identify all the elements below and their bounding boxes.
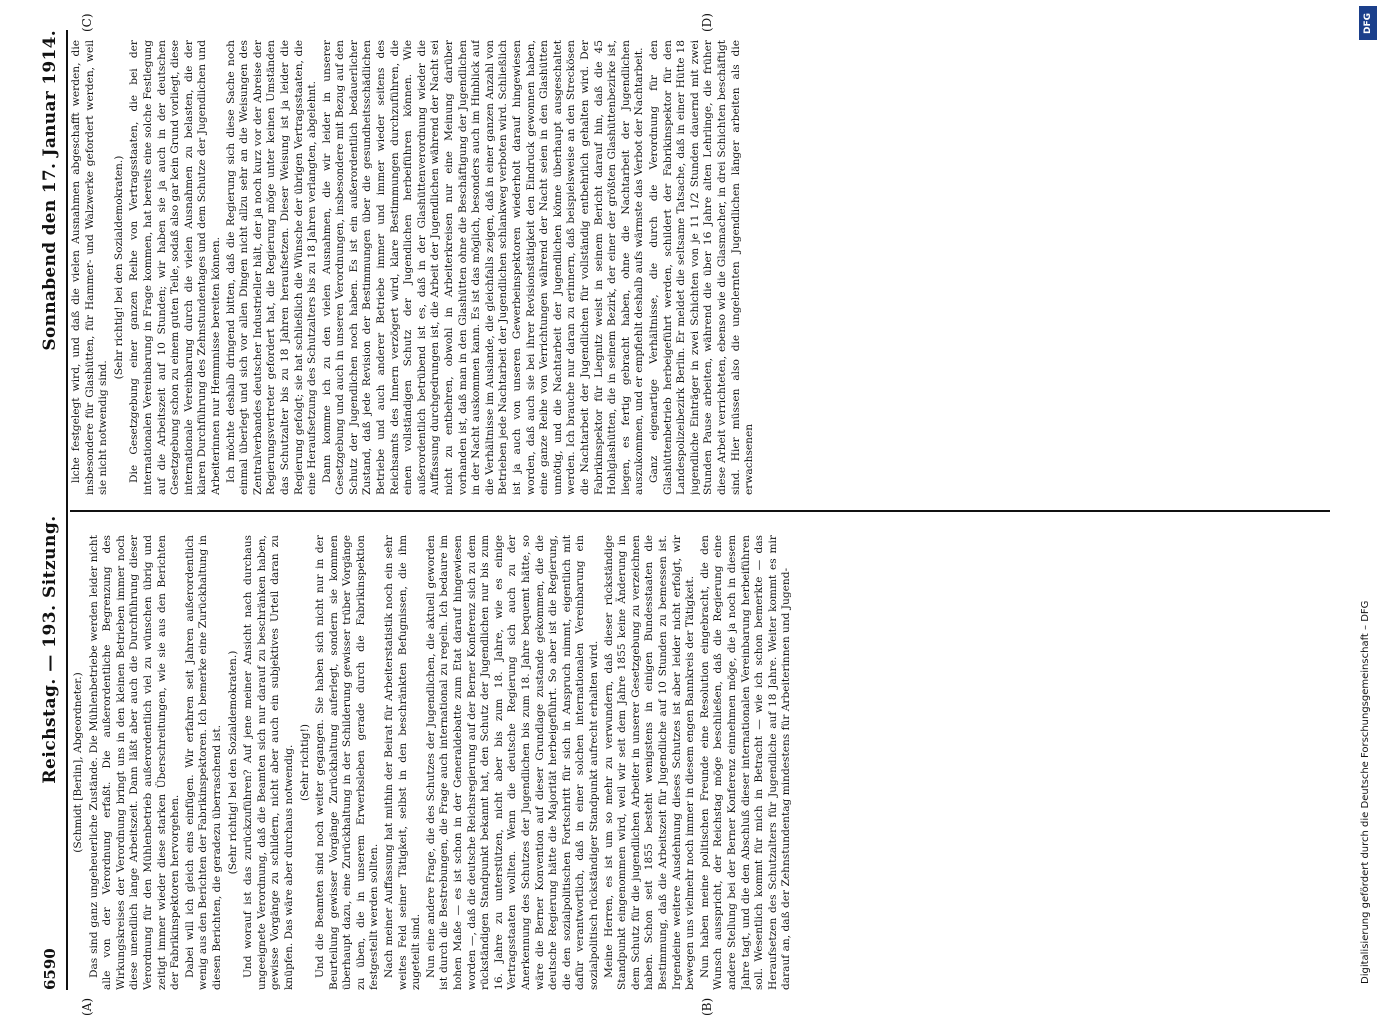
paragraph: Und worauf ist das zurückzuführen? Auf jene meiner Ansicht nach durchaus ungeeignete Verordnung, daß die Beamten sich nur darauf zu beschränken haben, gewisse Vorgänge zu schildern, nicht aber auch ein subjektives Urteil daran zu knüpfen. Das wäre aber durchaus notwendig. — [242, 535, 295, 990]
paragraph: Meine Herren, es ist um so mehr zu verwundern, daß dieser rückständige Standpunkt eingenommen wird, weil wir seit dem Jahre 1855 keine Änderung in dem Schutz für die jugendlichen Arbeiter in unserer Gesetzgebung zu verzeichnen haben. Schon seit 1855 besteht wenigstens in einigen Bundesstaaten die Bestimmung, daß die Arbeitszeit für Jugendliche auf 10 Stunden zu bemessen ist. Irgendeine weitere Ausdehnung dieses Schutzes ist aber leider nicht erfolgt, wir bewegen uns vielmehr noch immer in diesem engen Bannkreis der Tätigkeit. — [602, 535, 697, 990]
paragraph: Ganz eigenartige Verhältnisse, die durch die Verordnung für den Glashüttenbetrieb herbeigeführt werden, schildert der Fabrikinspektor für den Landespolizeibezirk Berlin. Er meldet die seltsame Tatsache, daß in einer Hütte 18 jugendliche Einträger in zwei Schichten von je 11 1/2 Stunden dauernd mit zwei Stunden Pause arbeiten, während die über 16 Jahre alten Lehrlinge, die früher diese Arbeit verrichteten, ebenso wie die Glasmacher, in drei Schichten beschäftigt sind. Hier müssen also die ungelernten Jugendlichen länger arbeiten als die erwachsenen — [647, 40, 756, 495]
session-date: Sonnabend den 17. Januar 1914. — [40, 30, 60, 351]
page-number: 6590 — [41, 948, 59, 990]
paragraph: Nun haben meine politischen Freunde eine Resolution eingebracht, die den Wunsch ausspricht, der Reichstag möge beschließen, daß die Regierung eine andere Stellung bei der Berner Konferenz einnehmen möge, die ja noch in diesem Jahre tagt, und die den Abschluß dieser internationalen Vereinbarung herbeiführen soll. Wesentlich kommt für mich in Betracht — wie ich schon bemerkte — das Heraufsetzen des Schutzalters für Jugendliche auf 18 Jahre. Weiter kommt es mir darauf an, daß der Zehnstundentag mindestens für Arbeiterinnen und Jugend- — [698, 535, 793, 990]
margin-marker-b: (B) — [700, 997, 714, 1016]
dfg-logo: DFG — [1359, 6, 1377, 40]
margin-marker-d: (D) — [700, 13, 714, 32]
page-header — [40, 30, 68, 990]
text-column-right — [70, 40, 1330, 495]
interjection: (Sehr richtig!) — [298, 724, 311, 801]
paragraph: liche festgelegt wird, und daß die vielen Ausnahmen abgeschafft werden, die insbesondere für Glashütten, für Hammer- und Walzwerke gefordert werden, weil sie nicht notwendig sind. — [70, 40, 110, 495]
paragraph: Dann komme ich zu den vielen Ausnahmen, die wir leider in unserer Gesetzgebung und auch in unseren Verordnungen, insbesondere mit Bezug auf den Schutz der Jugendlichen noch haben. Es ist ein außerordentlich bedauerlicher Zustand, daß jede Revision der Bestimmungen über die gesundheitsschädlichen Betriebe und auch anderer Betriebe immer und immer wieder seitens des Reichsamts des Innern verzögert wird, klare Bestimmungen durchzuführen, die einen vollständigen Schutz der Jugendlichen herbeiführen können. Wie außerordentlich betrübend ist es, daß in der Glashüttenverordnung wieder die Auffassung durchgedrungen ist, die Arbeit der Jugendlichen während der Nacht sei nicht zu entbehren, obwohl in Arbeiterkreisen nur eine Meinung darüber vorhanden ist, daß man in den Glashütten ohne die Beschäftigung der Jugendlichen in der Nacht auskommen kann. Es ist das möglich, besonders auch im Hinblick auf die Verhältnisse im Auslande, die gleichfalls zeigen, daß in einer ganzen Anzahl von Betrieben jede Nachtarbeit der Jugendlichen schlankweg verboten wird. Schließlich ist ja auch von unseren Gewerbeinspektoren wiederholt darauf hingewiesen worden, daß auch sie bei ihrer Revisionstätigkeit den Eindruck gewonnen haben, eine ganze Reihe von Verrichtungen während der Nacht seien in den Glashütten unnötig, und die Nachtarbeit der Jugendlichen könne überhaupt ausgeschaltet werden. Ich brauche nur daran zu erinnern, daß beispielsweise an den Streckösen die Nachtarbeit der Jugendlichen für vollständig entbehrlich gehalten wird. Der Fabrikinspektor für Liegnitz weist in seinem Bericht darauf hin, daß die 45 Hohlglashütten, die in seinem Bezirk, der einer der größten Glashüttenbezirke ist, liegen, es fertig gebracht haben, ohne die Nachtarbeit der Jugendlichen auszukommen, und er empfiehlt deshalb aufs wärmste das Verbot der Nachtarbeit. — [320, 40, 646, 495]
digitization-note: Digitalisierung gefördert durch die Deutsche Forschungsgemeinschaft – DFG — [1360, 600, 1371, 984]
text-column-left — [70, 535, 1330, 990]
column-divider — [70, 510, 1330, 512]
interjection: (Schmidt [Berlin], Abgeordneter.) — [72, 672, 84, 853]
page-sheet — [40, 13, 1340, 1016]
paragraph: Das sind ganz ungeheuerliche Zustände. Die Mühlenbetriebe werden leider nicht alle von der Verordnung erfaßt. Die außerordentliche Begrenzung des Wirkungskreises der Verordnung bringt uns in den kleinen Betrieben immer noch diese unendlich lange Arbeitszeit. Dann läßt aber auch die Durchführung dieser Verordnung für den Mühlenbetrieb außerordentlich viel zu wünschen übrig und zeitigt immer wieder diese starken Überschreitungen, wie sie aus den Berichten der Fabrikinspektoren hervorgehen. — [87, 535, 182, 990]
paragraph: Ich möchte deshalb dringend bitten, daß die Regierung sich diese Sache noch einmal überlegt und sich vor allen Dingen nicht allzu sehr an die Weisungen des Zentralverbandes deutscher Industrieller hält, der ja noch kurz vor der Abreise der Regierungsvertreter gefordert hat, die Regierung möge unter keinen Umständen das Schutzalter bis zu 18 Jahren heraufsetzen. Dieser Weisung ist ja leider die Regierung gefolgt; sie hat schließlich die Wünsche der übrigen Vertragsstaaten, die eine Heraufsetzung des Schutzalters bis zu 18 Jahren verlangten, abgelehnt. — [224, 40, 319, 495]
interjection: (Sehr richtig! bei den Sozialdemokraten.) — [226, 650, 239, 875]
paragraph: Nach meiner Auffassung hat mithin der Beirat für Arbeiterstatistik noch ein sehr weites Feld seiner Tätigkeit, selbst in den beschränkten Befugnissen, die ihm zugeteilt sind. — [383, 535, 423, 990]
margin-marker-a: (A) — [80, 997, 94, 1016]
paragraph: Dabei will ich gleich eins einfügen. Wir erfahren seit Jahren außerordentlich wenig aus den Berichten der Fabrikinspektoren. Ich bemerke eine Zurückhaltung in diesen Berichten, die geradezu überraschend ist. — [183, 535, 223, 990]
session-title: Reichstag. — 193. Sitzung. — [40, 515, 60, 784]
paragraph: Nun eine andere Frage, die des Schutzes der Jugendlichen, die aktuell geworden ist durch die Bestrebungen, die Frage auch international zu regeln. Ich bedaure im hohen Maße — es ist schon in der Generaldebatte zum Etat darauf hingewiesen worden —, daß die deutsche Reichsregierung auf der Berner Konferenz sich zu dem rückständigen Standpunkt bekannt hat, den Schutz der Jugendlichen nur bis zum 16. Jahre zu unterstützen, nicht aber bis zum 18. Jahre, wie es einige Vertragsstaaten wollten. Wenn die deutsche Regierung sich auch zu der Anerkennung des Schutzes der Jugendlichen bis zum 18. Jahre bequemt hätte, so wäre die Berner Konvention auf dieser Grundlage zustande gekommen, die die deutsche Regierung hätte die Majorität herbeigeführt. So aber ist die Regierung, die den sozialpolitischen Fortschritt für sich in Anspruch nimmt, eigentlich mit dafür verantwortlich, daß in einer solchen internationalen Vereinbarung ein sozialpolitisch rückständiger Standpunkt aufrecht erhalten wird. — [424, 535, 600, 990]
paragraph: Die Gesetzgebung einer ganzen Reihe von Vertragsstaaten, die bei der internationalen Vereinbarung in Frage kommen, hat bereits eine solche Festlegung auf die Arbeitszeit auf 10 Stunden; wir haben sie ja auch in der deutschen Gesetzgebung schon zu einem guten Teile, sodaß also gar kein Grund vorliegt, diese internationale Vereinbarung durch die vielen Ausnahmen zu belasten, die der klaren Durchführung des Zehnstundentages und dem Schutze der Jugendlichen und Arbeiterinnen nur Hemmnisse bereiten können. — [128, 40, 222, 495]
margin-marker-c: (C) — [80, 13, 94, 32]
interjection: (Sehr richtig! bei den Sozialdemokraten.) — [112, 155, 125, 380]
paragraph: Und die Beamten sind noch weiter gegangen. Sie haben sich nicht nur in der Beurteilung gewisser Vorgänge Zurückhaltung auferlegt, sondern sie kommen überhaupt dazu, eine Zurückhaltung in der Schilderung gewisser trüber Vorgänge zu üben, die in unserem Erwerbsleben gerade durch die Fabrikinspektion festgestellt werden sollten. — [314, 535, 381, 990]
